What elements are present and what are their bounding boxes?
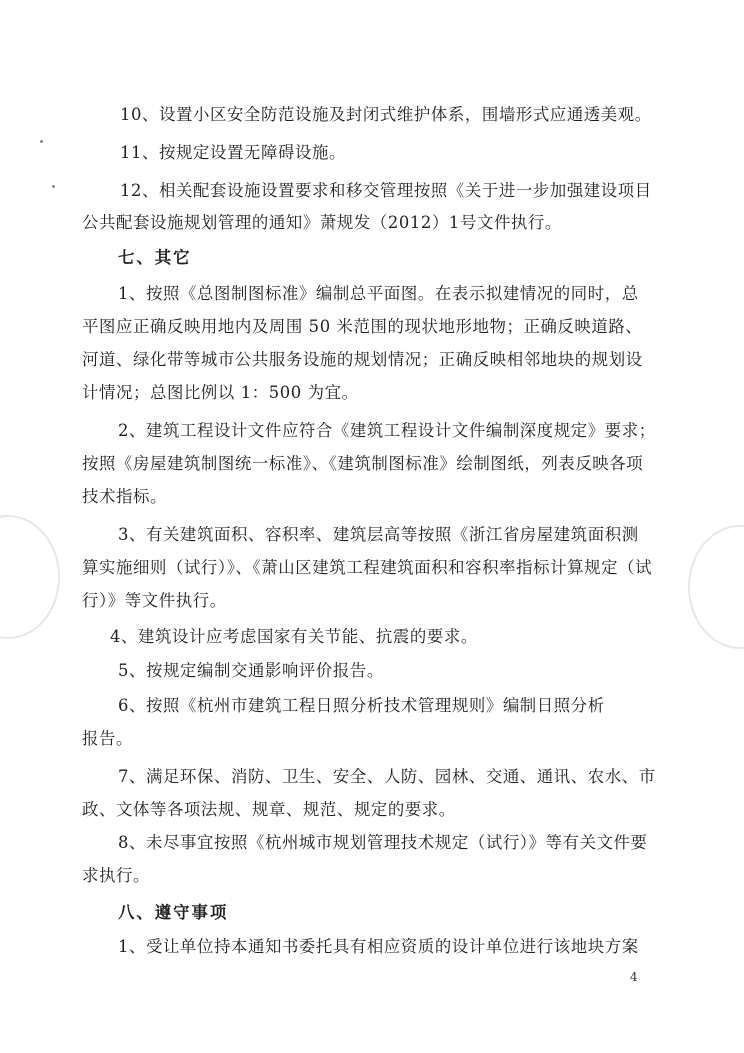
body-line: 2、建筑工程设计文件应符合《建筑工程设计文件编制深度规定》要求； [118, 421, 656, 440]
body-line: 平图应正确反映用地内及周围 50 米范围的现状地形地物；正确反映道路、 [82, 317, 643, 336]
body-line: 按照《房屋建筑制图统一标准》、《建筑制图标准》绘制图纸，列表反映各项 [82, 454, 644, 473]
section-heading: 七、其它 [118, 248, 192, 267]
body-line: 6、按照《杭州市建筑工程日照分析技术管理规则》编制日照分析 [118, 696, 605, 715]
seal-stamp-right [688, 525, 744, 649]
body-line: 政、文体等各项法规、规章、规范、规定的要求。 [82, 800, 456, 819]
body-line: 8、未尽事宜按照《杭州城市规划管理技术规定（试行）》等有关文件要 [118, 833, 648, 852]
body-line: 计情况；总图比例以 1：500 为宜。 [82, 383, 359, 402]
body-line: 7、满足环保、消防、卫生、安全、人防、园林、交通、通讯、农水、市 [118, 767, 656, 786]
body-line: 技术指标。 [82, 487, 167, 506]
body-line: 1、受让单位持本通知书委托具有相应资质的设计单位进行该地块方案 [118, 937, 639, 956]
seal-stamp-left [0, 515, 60, 639]
body-line: 求执行。 [82, 866, 150, 885]
scan-speck [52, 185, 55, 188]
body-line: 11、按规定设置无障碍设施。 [120, 143, 346, 162]
body-line: 5、按规定编制交通影响评价报告。 [118, 661, 384, 680]
body-line: 12、相关配套设施设置要求和移交管理按照《关于进一步加强建设项目 [120, 181, 652, 200]
page-number: 4 [630, 970, 638, 984]
body-line: 行）》等文件执行。 [82, 591, 227, 610]
body-line: 4、建筑设计应考虑国家有关节能、抗震的要求。 [110, 627, 478, 646]
body-line: 10、设置小区安全防范设施及封闭式维护体系，围墙形式应通透美观。 [120, 105, 652, 124]
body-line: 报告。 [82, 729, 133, 748]
body-line: 3、有关建筑面积、容积率、建筑层高等按照《浙江省房屋建筑面积测 [118, 525, 639, 544]
scan-speck [40, 140, 43, 143]
section-heading: 八、遵守事项 [118, 903, 229, 922]
body-line: 河道、绿化带等城市公共服务设施的规划情况；正确反映相邻地块的规划设 [82, 350, 643, 369]
body-line: 公共配套设施规划管理的通知》萧规发（2012）1号文件执行。 [82, 213, 562, 232]
body-line: 1、按照《总图制图标准》编制总平面图。在表示拟建情况的同时，总 [118, 284, 639, 303]
body-line: 算实施细则（试行）》、《萧山区建筑工程建筑面积和容积率指标计算规定（试 [82, 558, 653, 577]
